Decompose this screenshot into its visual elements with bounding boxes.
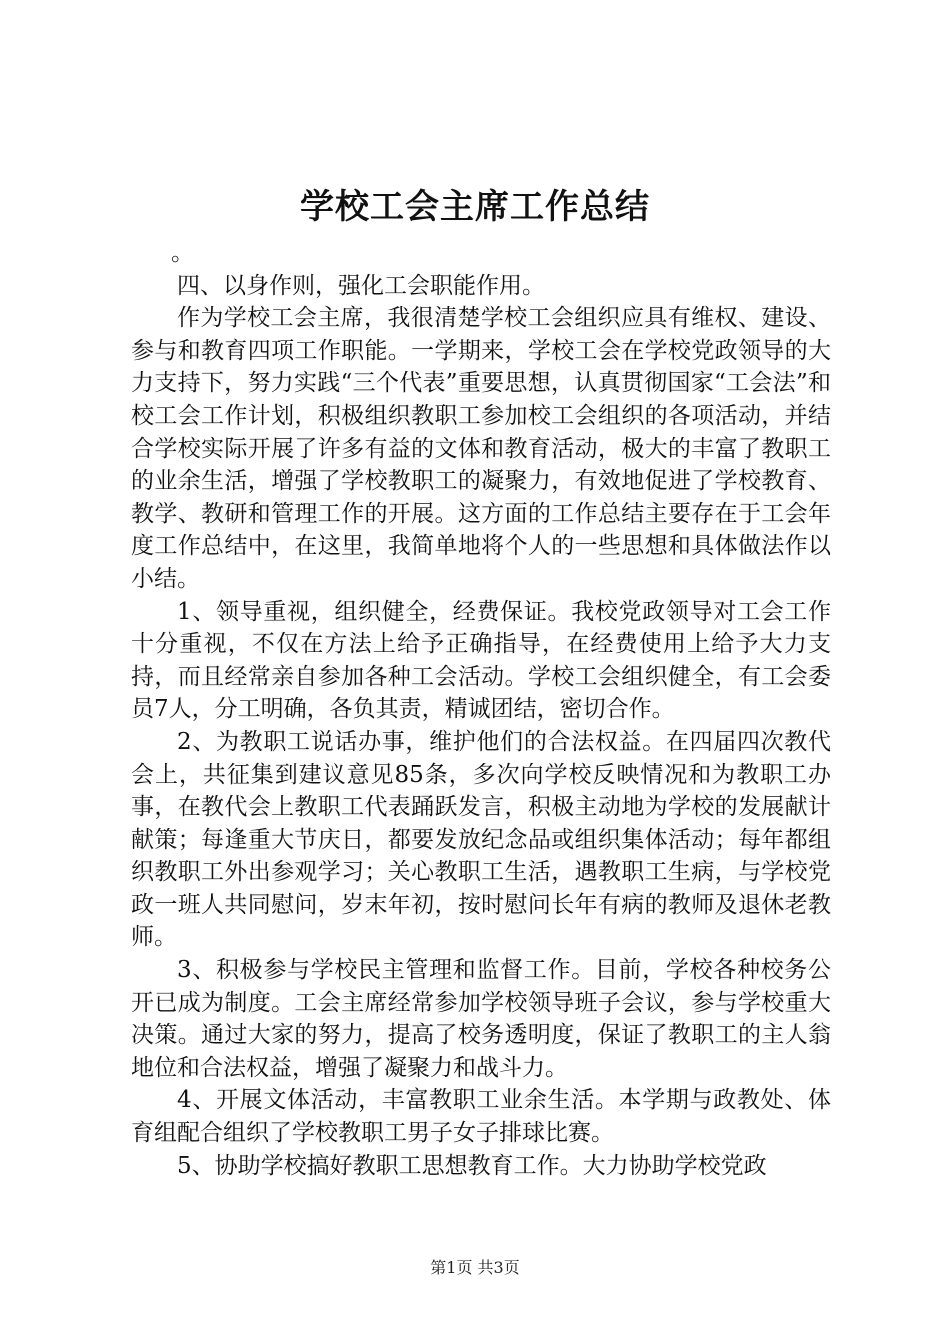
paragraph-0: 。: [171, 240, 194, 266]
paragraph-item-4: 4、开展文体活动，丰富教职工业余生活。本学期与政教处、体育组配合组织了学校教职工男子女子排球比赛。: [131, 1087, 831, 1147]
paragraph-section-heading: 四、以身作则，强化工会职能作用。: [177, 272, 545, 299]
document-body: [131, 237, 831, 1182]
paragraph-item-1: 1、领导重视，组织健全，经费保证。我校党政领导对工会工作十分重视，不仅在方法上给予正确指导，在经费使用上给予大力支持，而且经常亲自参加各种工会活动。学校工会组织健全，有工会委员7人，分工明确，各负其责，精诚团结，密切合作。: [131, 598, 831, 723]
page-number-footer: 第1页 共3页: [430, 1258, 520, 1277]
paragraph-intro: 作为学校工会主席，我很清楚学校工会组织应具有维权、建设、参与和教育四项工作职能。一学期来，学校工会在学校党政领导的大力支持下，努力实践“三个代表”重要思想，认真贯彻国家“工会法”和校工会工作计划，积极组织教职工参加校工会组织的各项活动，并结合学校实际开展了许多有益的文体和教育活动，极大的丰富了教职工的业余生活，增强了学校教职工的凝聚力，有效地促进了学校教育、教学、教研和管理工作的开展。这方面的工作总结主要存在于工会年度工作总结中，在这里，我简单地将个人的一些思想和具体做法作以小结。: [131, 305, 831, 592]
paragraph-item-5: 5、协助学校搞好教职工思想教育工作。大力协助学校党政: [177, 1152, 767, 1179]
paragraph-item-3: 3、积极参与学校民主管理和监督工作。目前，学校各种校务公开已成为制度。工会主席经常参加学校领导班子会议，参与学校重大决策。通过大家的努力，提高了校务透明度，保证了教职工的主人翁地位和合法权益，增强了凝聚力和战斗力。: [131, 957, 831, 1081]
paragraph-item-2: 2、为教职工说话办事，维护他们的合法权益。在四届四次教代会上，共征集到建议意见85条，多次向学校反映情况和为教职工办事，在教代会上教职工代表踊跃发言，积极主动地为学校的发展献计献策；每逢重大节庆日，都要发放纪念品或组织集体活动；每年都组织教职工外出参观学习；关心教职工生活，遇教职工生病，与学校党政一班人共同慰问，岁末年初，按时慰问长年有病的教师及退休老教师。: [131, 728, 831, 951]
document-title: 学校工会主席工作总结: [300, 187, 650, 227]
